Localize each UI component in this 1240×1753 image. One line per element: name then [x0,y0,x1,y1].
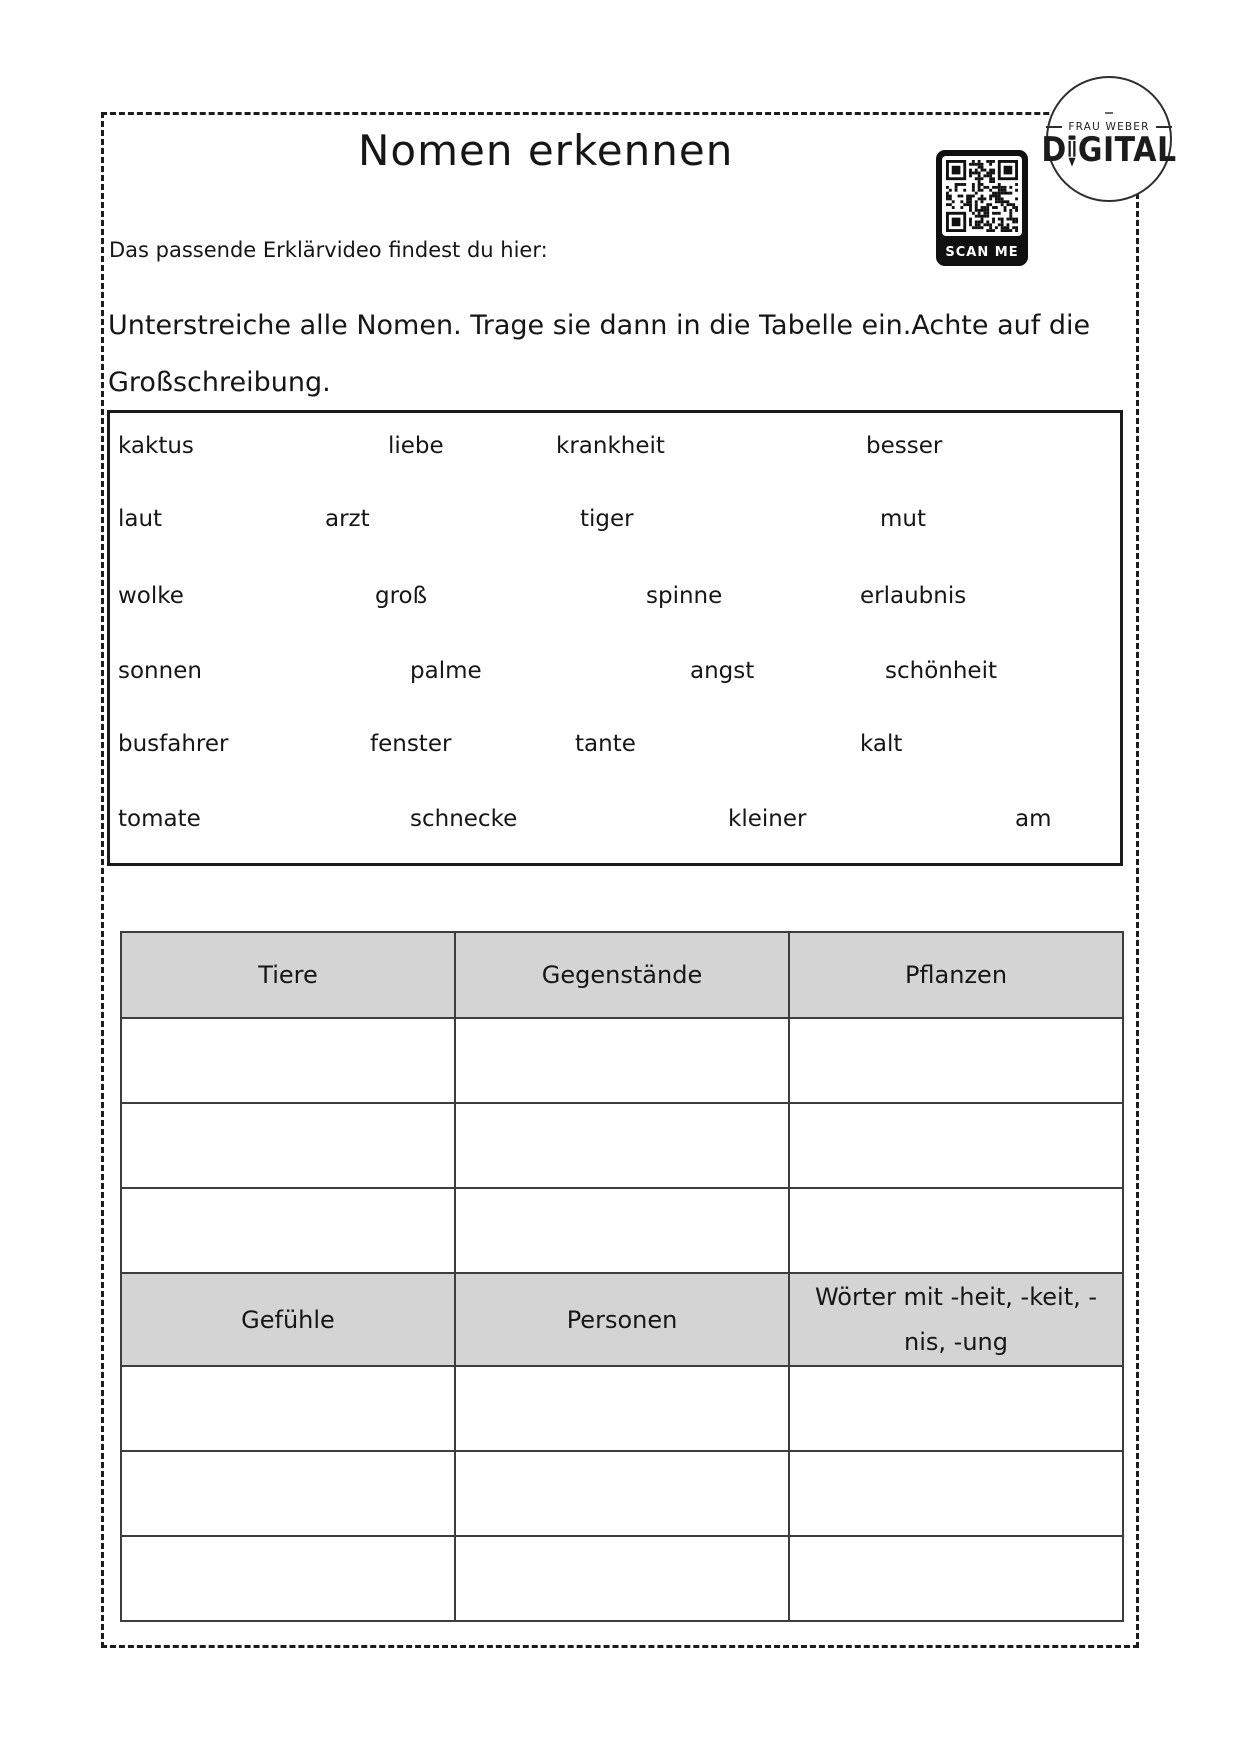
table-cell [789,1366,1123,1451]
word-besser: besser [866,433,943,459]
table-empty-row [121,1018,1123,1103]
header-personen: Personen [455,1273,789,1366]
table-cell [121,1536,455,1621]
word-arzt: arzt [325,506,370,532]
logo-brand-rest: GITAL [1077,130,1177,171]
instruction-line-2: Großschreibung. [108,366,331,398]
word-kaktus: kaktus [118,433,194,459]
table-cell [455,1103,789,1188]
qr-code-pattern [942,156,1022,236]
word-gross: groß [375,583,428,609]
table-cell [789,1536,1123,1621]
table-cell [789,1018,1123,1103]
table-header-row-1 [121,932,1123,1018]
table-empty-row [121,1103,1123,1188]
word-schnecke: schnecke [410,806,518,832]
logo-right-rule [1156,126,1172,128]
table-cell [789,1188,1123,1273]
word-sonnen: sonnen [118,658,202,684]
sorting-table [120,931,1124,1622]
word-fenster: fenster [370,731,452,757]
word-erlaubnis: erlaubnis [860,583,967,609]
word-liebe: liebe [388,433,444,459]
header-tiere: Tiere [121,932,455,1018]
table-header-row-2 [121,1273,1123,1366]
table-cell [455,1366,789,1451]
header-gefuehle: Gefühle [121,1273,455,1366]
word-mut: mut [880,506,926,532]
table-cell [455,1451,789,1536]
word-angst: angst [690,658,755,684]
instruction-line-1: Unterstreiche alle Nomen. Trage sie dann in die Tabelle ein.Achte auf die [108,310,1091,341]
page-title: Nomen erkennen [358,126,734,175]
frau-weber-digital-logo [1041,76,1177,202]
table-cell [121,1451,455,1536]
table-cell [789,1103,1123,1188]
table-cell [121,1103,455,1188]
logo-brand-top-text: FRAU WEBER [1068,121,1150,133]
word-laut: laut [118,506,163,532]
word-busfahrer: busfahrer [118,731,229,757]
word-tiger: tiger [580,506,634,532]
table-cell [455,1536,789,1621]
logo-trademark-mark [1105,112,1113,114]
word-kalt: kalt [860,731,903,757]
logo-brand-main [1041,130,1177,171]
pencil-icon [1067,135,1077,167]
table-empty-row [121,1536,1123,1621]
word-am: am [1015,806,1052,832]
table-empty-row [121,1188,1123,1273]
word-spinne: spinne [646,583,723,609]
logo-brand-d: D [1041,130,1067,171]
table-empty-row [121,1451,1123,1536]
qr-code-modules [946,160,1018,232]
word-wolke: wolke [118,583,184,609]
header-woerter-mit-suffixen: Wörter mit -heit, -keit, -nis, -ung [789,1273,1123,1366]
word-box [107,410,1123,866]
word-tante: tante [575,731,636,757]
word-tomate: tomate [118,806,201,832]
qr-code [936,150,1028,266]
table-cell [121,1018,455,1103]
word-kleiner: kleiner [728,806,807,832]
table-cell [789,1451,1123,1536]
header-gegenstaende: Gegenstände [455,932,789,1018]
header-pflanzen: Pflanzen [789,932,1123,1018]
word-palme: palme [410,658,482,684]
video-hint-text: Das passende Erklärvideo findest du hier: [109,238,548,262]
qr-scan-me-label: SCAN ME [945,245,1019,260]
word-krankheit: krankheit [556,433,665,459]
table-cell [455,1018,789,1103]
table-cell [455,1188,789,1273]
table-cell [121,1366,455,1451]
instruction-text [108,298,1090,411]
table-cell [121,1188,455,1273]
table-empty-row [121,1366,1123,1451]
word-schoenheit: schönheit [885,658,997,684]
logo-left-rule [1046,126,1062,128]
